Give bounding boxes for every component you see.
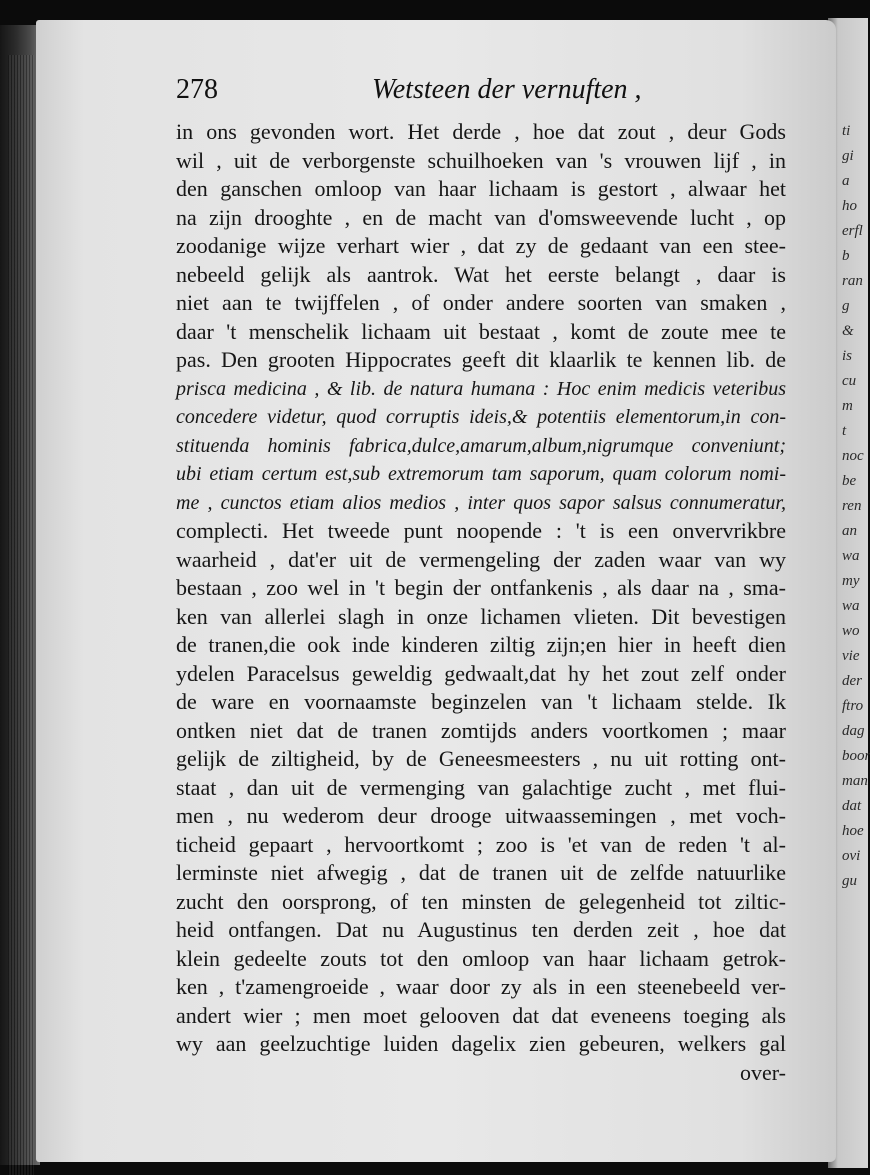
text-line: ubi etiam certum est,sub extremorum tam saporum, quam colorum nomi- bbox=[176, 463, 786, 485]
text-line: staat , dan uit de vermenging van galachtige zucht , met flui- bbox=[176, 774, 786, 800]
text-line: daar 't menschelik lichaam uit bestaat , komt de zoute mee te bbox=[176, 318, 786, 344]
text-line: wy aan geelzuchtige luiden dagelix zien gebeuren, welkers gal bbox=[176, 1031, 786, 1056]
text-line: lerminste niet afwegig , dat de tranen uit de zelfde natuurlike bbox=[176, 860, 786, 885]
facing-page-fragment: ran bbox=[842, 273, 863, 289]
text-line: niet aan te twijffelen , of onder andere soorten van smaken , bbox=[176, 290, 786, 315]
text-line: pas. Den grooten Hippocrates geeft dit klaarlik te kennen lib. de bbox=[176, 347, 786, 372]
facing-page-fragment: gi bbox=[842, 148, 854, 164]
facing-page-fragment: be bbox=[842, 473, 857, 489]
facing-page-fragment: wo bbox=[842, 623, 860, 639]
text-line: gelijk de ziltigheid, by de Geneesmeesters , nu uit rotting ont- bbox=[176, 746, 786, 771]
text-line: heid ontfangen. Dat nu Augustinus ten derden zeit , hoe dat bbox=[176, 917, 786, 942]
facing-page-fragment: & bbox=[842, 323, 854, 339]
facing-page-fragment: wa bbox=[842, 548, 860, 564]
text-line: zoodanige wijze verhart wier , dat zy de gedaant van een stee- bbox=[176, 233, 786, 258]
book-spine bbox=[0, 25, 40, 1165]
facing-page-fragment: ftro bbox=[842, 698, 864, 714]
facing-page-fragment: ti bbox=[842, 123, 851, 139]
catchword: over- bbox=[740, 1059, 786, 1085]
text-line: de tranen,die ook inde kinderen ziltig zijn;en hier in heeft dien bbox=[176, 632, 786, 657]
facing-page-fragment: m bbox=[842, 398, 853, 414]
facing-page-fragment: ho bbox=[842, 198, 857, 214]
facing-page-fragment: t bbox=[842, 423, 847, 439]
facing-page-fragment: is bbox=[842, 348, 853, 364]
facing-page-fragment: noc bbox=[842, 448, 864, 464]
running-head bbox=[176, 74, 776, 114]
facing-page-fragment: der bbox=[842, 673, 862, 689]
page-number: 278 bbox=[176, 74, 218, 105]
text-line: ticheid gepaart , hervoortkomt ; zoo is 'et van de reden 't al- bbox=[176, 831, 786, 857]
facing-page-fragment: dat bbox=[842, 798, 862, 814]
text-line: ontken niet dat de tranen zomtijds anders voortkomen ; maar bbox=[176, 717, 786, 743]
facing-page-fragment: my bbox=[842, 573, 860, 589]
text-line: in ons gevonden wort. Het derde , hoe dat zout , deur Gods bbox=[176, 119, 786, 144]
text-line: na zijn drooghte , en de macht van d'omsweevende lucht , op bbox=[176, 204, 786, 230]
facing-page-fragment: erfl bbox=[842, 223, 863, 239]
text-line: zucht den oorsprong, of ten minsten de gelegenheid tot ziltic- bbox=[176, 888, 786, 914]
text-line: waarheid , dat'er uit de vermengeling der zaden waar van wy bbox=[176, 546, 786, 572]
text-line: me , cunctos etiam alios medios , inter quos sapor salsus connumeratur, bbox=[176, 491, 786, 514]
text-line: prisca medicina , & lib. de natura humana : Hoc enim medicis veteribus bbox=[176, 377, 786, 400]
text-line: ken , t'zamengroeide , waar door zy als in een steenebeeld ver- bbox=[176, 974, 786, 999]
text-line: andert wier ; men moet gelooven dat dat eveneens toeging als bbox=[176, 1002, 786, 1028]
text-line: stituenda hominis fabrica,dulce,amarum,album,nigrumque conveniunt; bbox=[176, 434, 786, 457]
facing-page-fragment: gu bbox=[842, 873, 857, 889]
facing-page-fragment: boor bbox=[842, 748, 870, 764]
text-line: den ganschen omloop van haar lichaam is gestort , alwaar het bbox=[176, 176, 786, 201]
facing-page-fragment: vie bbox=[842, 648, 860, 664]
text-line: men , nu wederom deur drooge uitwaassemingen , met voch- bbox=[176, 803, 786, 828]
text-line: ken van allerlei slagh in onze lichamen vlieten. Dit bevestigen bbox=[176, 603, 786, 629]
facing-page-fragment: cu bbox=[842, 373, 857, 389]
text-line: wil , uit de verborgenste schuilhoeken van 's vrouwen lijf , in bbox=[176, 147, 786, 173]
running-title: Wetsteen der vernuften , bbox=[372, 74, 642, 105]
text-line: concedere videtur, quod corruptis ideis,& potentiis elementorum,in con- bbox=[176, 406, 786, 428]
facing-page-fragment: man bbox=[842, 773, 868, 789]
facing-page-fragment: ovi bbox=[842, 848, 861, 864]
text-line: bestaan , zoo wel in 't begin der ontfankenis , als daar na , sma- bbox=[176, 575, 786, 600]
facing-page-fragment: an bbox=[842, 523, 857, 539]
facing-page-fragment: g bbox=[842, 298, 850, 314]
body-text bbox=[176, 118, 786, 1087]
text-line: de ware en voornaamste beginzelen van 't lichaam stelde. Ik bbox=[176, 689, 786, 714]
text-line: complecti. Het tweede punt noopende : 't is een onvervrikbre bbox=[176, 518, 786, 543]
text-line: klein gedeelte zouts tot den omloop van haar lichaam getrok- bbox=[176, 945, 786, 971]
facing-page-fragment: a bbox=[842, 173, 850, 189]
facing-page-fragment: dag bbox=[842, 723, 865, 739]
facing-page-fragment: b bbox=[842, 248, 850, 264]
facing-page-fragment: wa bbox=[842, 598, 860, 614]
facing-page-fragment: hoe bbox=[842, 823, 864, 839]
text-line: nebeeld gelijk als aantrok. Wat het eerste belangt , daar is bbox=[176, 261, 786, 287]
page-edges bbox=[8, 55, 34, 1175]
facing-page-fragment: ren bbox=[842, 498, 862, 514]
text-line: ydelen Paracelsus geweldig gedwaalt,dat hy het zout zelf onder bbox=[176, 660, 786, 686]
